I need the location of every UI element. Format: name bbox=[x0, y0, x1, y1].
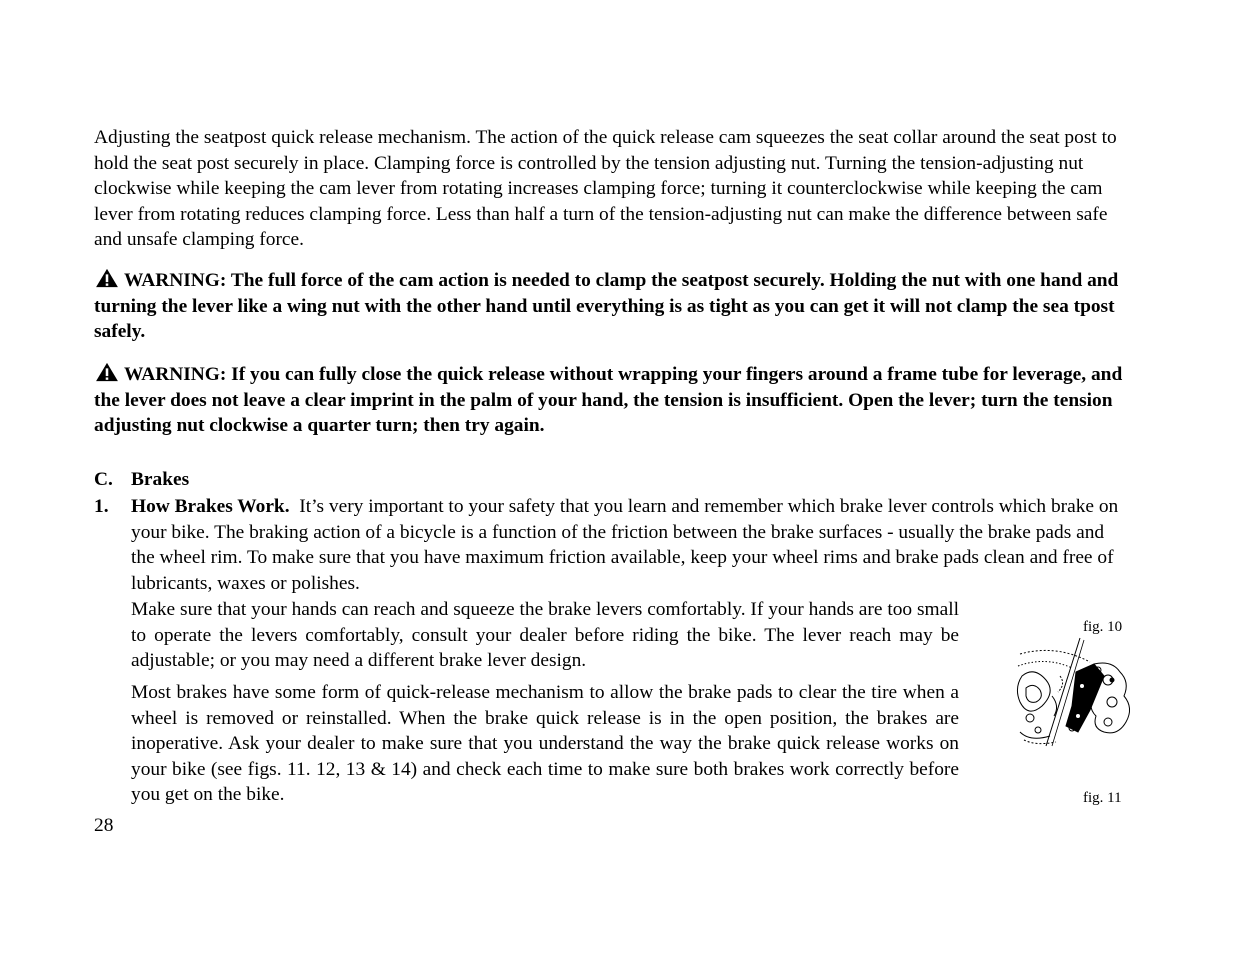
list-item-text: It’s very important to your safety that you learn and remember which brake lever controls which brake on your bike. The braking action of a bicycle is a function of the friction between the brake surfaces - usually the brake pads and the wheel rim. To make sure that you have maximum friction available, keep your wheel rims and brake pads clean and free of lubricants, waxes or polishes. bbox=[131, 496, 1119, 594]
warning-1 bbox=[94, 268, 1129, 345]
warning-2 bbox=[94, 362, 1129, 439]
list-item-lead: How Brakes Work. bbox=[131, 496, 290, 517]
list-item-how-brakes-work bbox=[94, 494, 1129, 596]
brake-caliper-illustration bbox=[1016, 636, 1144, 748]
quick-release-paragraph: Most brakes have some form of quick-release mechanism to allow the brake pads to clear the tire when a wheel is removed or reinstalled. When the brake quick release is in the open position, the brakes are inoperative. Ask your dealer to make sure that you understand the way the brake quick release works on your bike (see figs. 11. 12, 13 & 14) and check each time to make sure both brakes work correctly before you get on the bike. bbox=[131, 682, 959, 806]
figure-10-caption: fig. 10 bbox=[1083, 619, 1123, 635]
list-item-body bbox=[131, 494, 1129, 596]
lever-reach-paragraph: Make sure that your hands can reach and squeeze the brake levers comfortably. If your hands are too small to operate the levers comfortably, consult your dealer before riding the bike. The lever reach may be adjustable; or you may need a different brake lever design. bbox=[131, 599, 959, 672]
section-heading bbox=[94, 467, 189, 493]
list-item-number: 1. bbox=[94, 496, 109, 517]
page-number: 28 bbox=[94, 815, 114, 836]
figure-11-caption: fig. 11 bbox=[1083, 790, 1122, 806]
warning-2-text: WARNING: If you can fully close the quick release without wrapping your fingers around a frame tube for leverage, and the lever does not leave a clear imprint in the palm of your hand, the tension is insufficient. Open the lever; turn the tension adjusting nut clockwise a quarter turn; then try again. bbox=[94, 364, 1123, 437]
section-title: Brakes bbox=[131, 469, 190, 490]
section-letter: C. bbox=[94, 469, 113, 490]
intro-paragraph: Adjusting the seatpost quick release mechanism. The action of the quick release cam squeezes the seat collar around the seat post to hold the seat post securely in place. Clamping force is controlled by the tension adjusting nut. Turning the tension-adjusting nut clockwise while keeping the cam lever from rotating increases clamping force; turning it counterclockwise while keeping the cam lever from rotating reduces clamping force. Less than half a turn of the tension-adjusting nut can make the difference between safe and unsafe clamping force. bbox=[94, 127, 1117, 251]
warning-1-text: WARNING: The full force of the cam action is needed to clamp the seatpost securely. Holding the nut with one hand and turning the lever like a wing nut with the other hand until everything is as tight as you can get it will not clamp the sea tpost safely. bbox=[94, 270, 1119, 343]
warning-triangle-icon bbox=[94, 362, 120, 382]
warning-triangle-icon bbox=[94, 268, 120, 288]
